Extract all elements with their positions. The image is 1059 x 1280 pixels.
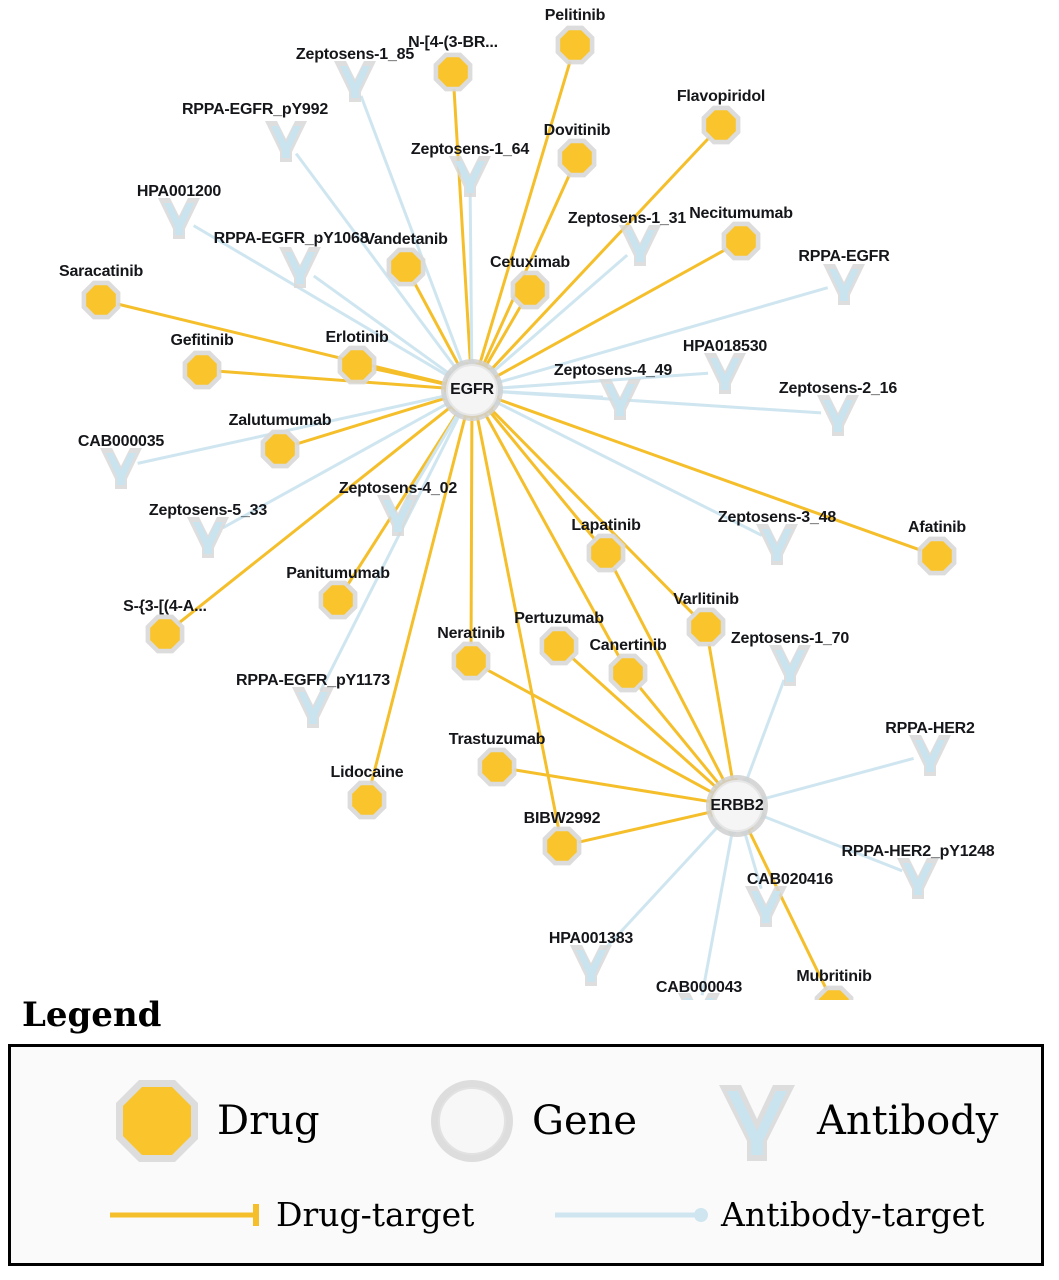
antibody-target-edge bbox=[758, 758, 913, 803]
antibody-label: Zeptosens-4_49 bbox=[553, 362, 673, 379]
antibody-node[interactable] bbox=[100, 448, 142, 489]
legend-item-gene bbox=[426, 1075, 637, 1167]
legend-title: Legend bbox=[22, 995, 162, 1035]
antibody-target-edge-icon bbox=[551, 1200, 711, 1230]
antibody-label: Zeptosens-4_02 bbox=[338, 480, 458, 497]
drug-target-edge bbox=[487, 405, 694, 615]
drug-label: S-{3-[(4-A... bbox=[123, 598, 207, 615]
antibody-label: RPPA-EGFR bbox=[798, 248, 890, 265]
legend-label-drug-target: Drug-target bbox=[276, 1195, 475, 1234]
drug-node[interactable] bbox=[478, 748, 517, 787]
drug-target-edge-icon bbox=[106, 1200, 266, 1230]
drug-node[interactable] bbox=[587, 534, 626, 573]
legend-item-antibody-target bbox=[551, 1195, 984, 1234]
legend-label-drug: Drug bbox=[217, 1098, 320, 1144]
drug-label: Afatinib bbox=[908, 519, 966, 536]
antibody-label: Zeptosens-1_64 bbox=[410, 141, 530, 158]
antibody-node[interactable] bbox=[158, 198, 200, 239]
antibody-node[interactable] bbox=[769, 645, 811, 686]
antibody-target-edge bbox=[757, 811, 902, 870]
drug-label: Panitumumab bbox=[286, 565, 390, 582]
drug-node[interactable] bbox=[319, 581, 358, 620]
antibody-node[interactable] bbox=[334, 61, 376, 102]
drug-label: Flavopiridol bbox=[676, 88, 766, 105]
drug-node[interactable] bbox=[387, 248, 426, 287]
antibody-label: Zeptosens-1_70 bbox=[730, 630, 850, 647]
legend-item-drug bbox=[111, 1075, 320, 1167]
antibody-label: RPPA-EGFR_pY1173 bbox=[236, 672, 390, 689]
legend-item-antibody bbox=[711, 1075, 998, 1167]
drug-label: Trastuzumab bbox=[448, 731, 546, 748]
antibody-node[interactable] bbox=[704, 353, 746, 394]
antibody-label: Zeptosens-5_33 bbox=[148, 502, 268, 519]
antibody-node[interactable] bbox=[619, 225, 661, 266]
antibody-target-edge bbox=[742, 680, 784, 786]
antibody-target-edge bbox=[494, 388, 821, 413]
drug-icon bbox=[111, 1075, 203, 1167]
drug-node[interactable] bbox=[918, 537, 957, 576]
antibody-node[interactable] bbox=[449, 156, 491, 197]
drug-node[interactable] bbox=[338, 346, 377, 385]
antibody-label: Zeptosens-3_48 bbox=[717, 509, 837, 526]
drug-label: Mubritinib bbox=[796, 968, 872, 985]
drug-node[interactable] bbox=[82, 281, 121, 320]
antibody-node[interactable] bbox=[187, 517, 229, 558]
drug-label: Vandetanib bbox=[364, 231, 448, 248]
drug-node[interactable] bbox=[687, 608, 726, 647]
legend-label-gene: Gene bbox=[532, 1098, 638, 1144]
drug-label: Erlotinib bbox=[325, 329, 389, 346]
antibody-icon bbox=[711, 1075, 803, 1167]
drug-target-edge bbox=[495, 394, 921, 550]
drug-node[interactable] bbox=[434, 53, 473, 92]
drug-label: N-[4-(3-BR... bbox=[408, 34, 498, 51]
gene-label: ERBB2 bbox=[710, 797, 764, 814]
legend-box bbox=[8, 1044, 1044, 1266]
drug-node[interactable] bbox=[702, 106, 741, 145]
antibody-label: CAB020416 bbox=[746, 871, 834, 888]
drug-node[interactable] bbox=[183, 351, 222, 390]
drug-node[interactable] bbox=[609, 654, 648, 693]
antibody-node[interactable] bbox=[265, 121, 307, 162]
antibody-label: HPA018530 bbox=[682, 338, 768, 355]
drug-label: Pelitinib bbox=[544, 7, 606, 24]
drug-node[interactable] bbox=[815, 986, 854, 1000]
drug-label: Saracatinib bbox=[58, 263, 144, 280]
antibody-label: RPPA-HER2_pY1248 bbox=[841, 843, 995, 860]
antibody-target-edge bbox=[702, 828, 736, 996]
drug-node[interactable] bbox=[556, 26, 595, 65]
drug-node[interactable] bbox=[540, 627, 579, 666]
drug-node[interactable] bbox=[452, 642, 491, 681]
drug-label: Cetuximab bbox=[490, 254, 570, 271]
antibody-node[interactable] bbox=[817, 395, 859, 436]
antibody-label: HPA001200 bbox=[136, 183, 222, 200]
drug-target-edge bbox=[414, 282, 464, 369]
antibody-node[interactable] bbox=[745, 886, 787, 927]
drug-label: Zalutumumab bbox=[228, 412, 332, 429]
drug-label: Pertuzumab bbox=[514, 610, 604, 627]
drug-target-edge bbox=[475, 61, 570, 366]
gene-icon bbox=[426, 1075, 518, 1167]
antibody-label: RPPA-HER2 bbox=[885, 720, 975, 737]
drug-label: Canertinib bbox=[589, 637, 667, 654]
legend-label-antibody-target: Antibody-target bbox=[721, 1195, 985, 1234]
antibody-node[interactable] bbox=[756, 524, 798, 565]
antibody-node[interactable] bbox=[570, 945, 612, 986]
drug-node[interactable] bbox=[261, 430, 300, 469]
antibody-node[interactable] bbox=[823, 264, 865, 305]
drug-target-edge bbox=[467, 416, 477, 644]
drug-node[interactable] bbox=[348, 781, 387, 820]
drug-label: Necitumumab bbox=[689, 205, 793, 222]
antibody-label: HPA001383 bbox=[548, 930, 634, 947]
drug-label: Gefitinib bbox=[170, 332, 234, 349]
antibody-label: Zeptosens-1_31 bbox=[567, 210, 687, 227]
drug-node[interactable] bbox=[558, 139, 597, 178]
antibody-node[interactable] bbox=[909, 735, 951, 776]
drug-node[interactable] bbox=[722, 222, 761, 261]
antibody-label: RPPA-EGFR_pY1068 bbox=[213, 230, 369, 247]
drug-label: Neratinib bbox=[437, 625, 505, 642]
gene-label: EGFR bbox=[450, 381, 494, 398]
antibody-node[interactable] bbox=[897, 858, 939, 899]
antibody-label: Zeptosens-2_16 bbox=[778, 380, 898, 397]
legend-label-antibody: Antibody bbox=[817, 1098, 999, 1144]
drug-label: BIBW2992 bbox=[523, 810, 601, 827]
antibody-node[interactable] bbox=[279, 247, 321, 288]
antibody-label: RPPA-EGFR_pY992 bbox=[181, 101, 329, 118]
legend-item-drug-target bbox=[106, 1195, 474, 1234]
drug-label: Varlitinib bbox=[673, 591, 739, 608]
drug-label: Lapatinib bbox=[571, 517, 641, 534]
drug-node[interactable] bbox=[543, 827, 582, 866]
drug-node[interactable] bbox=[511, 271, 550, 310]
drug-label: Lidocaine bbox=[330, 764, 404, 781]
antibody-label: Zeptosens-1_85 bbox=[295, 46, 415, 63]
antibody-label: CAB000043 bbox=[655, 979, 743, 996]
antibody-node[interactable] bbox=[292, 687, 334, 728]
drug-label: Dovitinib bbox=[543, 122, 611, 139]
drug-node[interactable] bbox=[146, 615, 185, 654]
antibody-label: CAB000035 bbox=[77, 433, 165, 450]
